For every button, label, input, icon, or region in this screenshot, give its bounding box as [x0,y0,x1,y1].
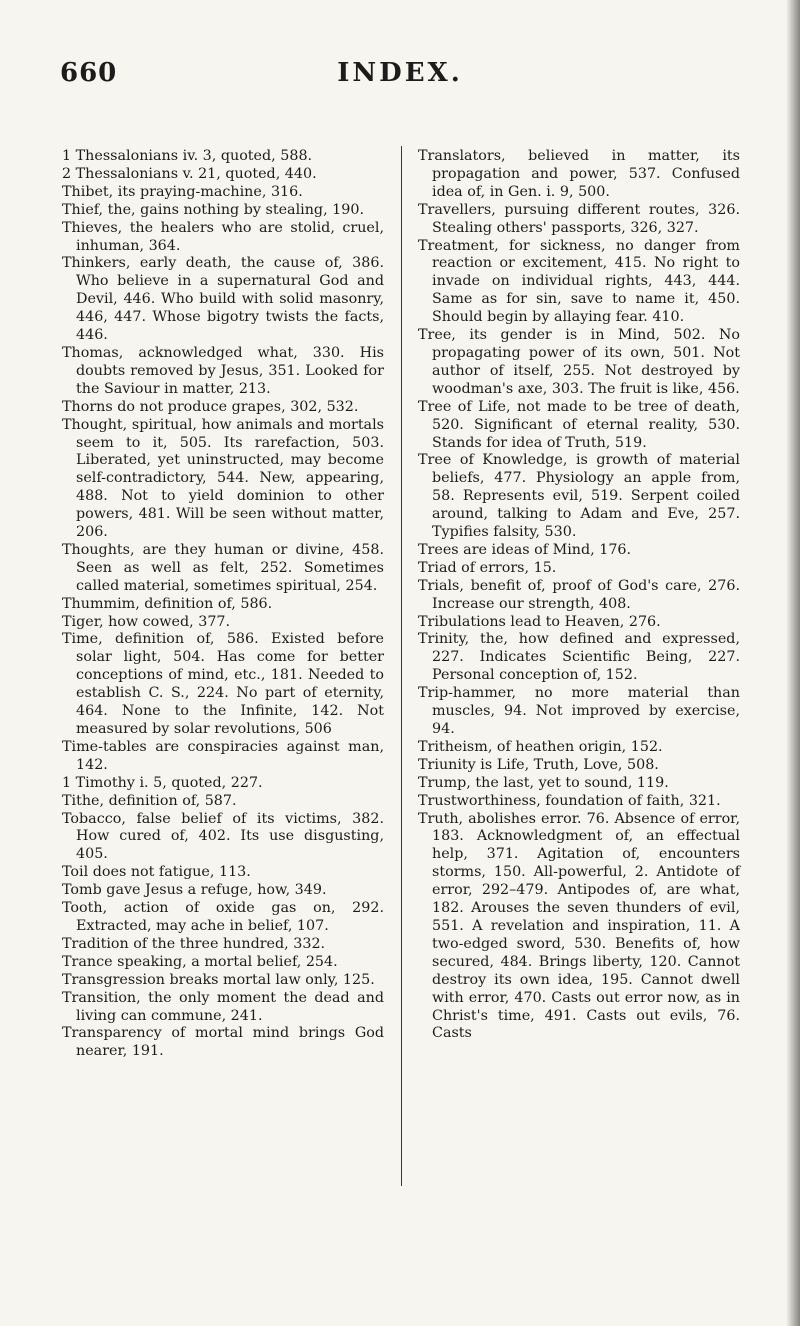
index-entry: Thomas, acknowledged what, 330. His doubts removed by Jesus, 351. Looked for the Saviour in matter, 213. [62,344,384,397]
index-entry: Trials, benefit of, proof of God's care, 276. Increase our strength, 408. [418,577,740,612]
page-number: 660 [60,58,118,88]
index-entry: Tree of Knowledge, is growth of material beliefs, 477. Physiology an apple from, 58. Represents evil, 519. Serpent coiled around, talking to Adam and Eve, 257. Typifies falsity, 530. [418,452,740,541]
index-entry: Trustworthiness, foundation of faith, 321. [418,792,721,809]
index-entry: Triunity is Life, Truth, Love, 508. [418,756,659,773]
index-entry: 2 Thessalonians v. 21, quoted, 440. [62,165,317,182]
index-entry: Tithe, definition of, 587. [62,792,237,809]
index-entry: Transparency of mortal mind brings God nearer, 191. [62,1025,384,1060]
index-entry: Truth, abolishes error. 76. Absence of error, 183. Acknowledgment of, an effectual help, 371. Agitation of, encounters storms, 150. All-powerful, 2. Antidote of error, 292–479. Antipodes of, are what, 182. Arouses the seven thunders of evil, 551. A revelation and inspiration, 11. A two-edged sword, 530. Benefits of, how secured, 484. Brings liberty, 120. Cannot destroy its own idea, 195. Cannot dwell with error, 470. Casts out error now, as in Christ's time, 491. Casts out evils, 76. Casts [418,810,740,1042]
index-entry: Treatment, for sickness, no danger from reaction or excitement, 415. No right to invade on individual rights, 443, 444. Same as for sin, save to name it, 450. Should begin by allaying fear. 410. [418,237,740,326]
index-entry: Trees are ideas of Mind, 176. [418,541,632,558]
column-divider [401,146,402,1186]
index-entry: 1 Thessalonians iv. 3, quoted, 588. [62,148,313,164]
index-entry: 1 Timothy i. 5, quoted, 227. [62,774,263,791]
index-entry: Time-tables are conspiracies against man, 142. [62,738,384,773]
index-entry: Trinity, the, how defined and expressed, 227. Indicates Scientific Being, 227. Personal conception of, 152. [418,631,740,684]
index-columns [62,148,768,1298]
index-entry: Tobacco, false belief of its victims, 382. How cured of, 402. Its use disgusting, 405. [62,810,384,863]
index-entry: Thieves, the healers who are stolid, cruel, inhuman, 364. [62,219,384,254]
index-entry: Trip-hammer, no more material than muscles, 94. Not improved by exercise, 94. [418,685,740,737]
index-entry: Tooth, action of oxide gas on, 292. Extracted, may ache in belief, 107. [62,900,384,934]
page-header [0,58,800,108]
index-entry: Tritheism, of heathen origin, 152. [418,738,663,755]
index-entry: Thoughts, are they human or divine, 458. Seen as well as felt, 252. Sometimes called material, sometimes spiritual, 254. [62,541,384,594]
running-head: INDEX. [337,58,463,88]
index-entry: Tomb gave Jesus a refuge, how, 349. [62,882,327,899]
index-entry: Triad of errors, 15. [418,559,557,576]
index-entry: Transition, the only moment the dead and living can commune, 241. [62,989,384,1024]
index-entry: Travellers, pursuing different routes, 326. Stealing others' passports, 326, 327. [418,201,740,236]
index-entry: Thorns do not produce grapes, 302, 532. [62,398,359,415]
index-entry: Thummim, definition of, 586. [62,595,273,612]
index-entry: Trance speaking, a mortal belief, 254. [62,953,338,970]
index-entry: Thought, spiritual, how animals and mortals seem to it, 505. Its rarefaction, 503. Liberated, yet uninstructed, may become self-contradictory, 544. New, appearing, 488. Not to yield dominion to other powers, 481. Will be seen without matter, 206. [62,416,384,541]
index-entry: Translators, believed in matter, its propagation and power, 537. Confused idea of, in Gen. i. 9, 500. [418,148,740,200]
index-entry: Toil does not fatigue, 113. [62,864,251,881]
page-edge-shadow [786,0,800,1326]
index-entry: Tradition of the three hundred, 332. [62,935,326,952]
index-entry: Tree of Life, not made to be tree of death, 520. Significant of eternal reality, 530. Stands for idea of Truth, 519. [418,398,740,451]
index-entry: Transgression breaks mortal law only, 125. [62,971,375,988]
index-entry: Time, definition of, 586. Existed before solar light, 504. Has come for better conceptions of mind, etc., 181. Needed to establish C. S., 224. No part of eternity, 464. None to the Infinite, 142. Not measured by solar revolutions, 506 [62,631,384,737]
index-entry: Tiger, how cowed, 377. [62,613,231,630]
index-entry: Trump, the last, yet to sound, 119. [418,774,669,791]
index-entry: Thinkers, early death, the cause of, 386. Who believe in a supernatural God and Devil, 446. Who build with solid masonry, 446, 447. Whose bigotry twists the facts, 446. [62,255,384,344]
index-entry: Tribulations lead to Heaven, 276. [418,613,661,630]
index-entry: Thief, the, gains nothing by stealing, 190. [62,201,365,218]
index-entry: Thibet, its praying-machine, 316. [62,183,303,200]
right-column [418,148,740,1043]
index-entry: Tree, its gender is in Mind, 502. No propagating power of its own, 501. Not author of itself, 255. Not destroyed by woodman's axe, 303. The fruit is like, 456. [418,327,740,397]
left-column [62,148,384,1061]
